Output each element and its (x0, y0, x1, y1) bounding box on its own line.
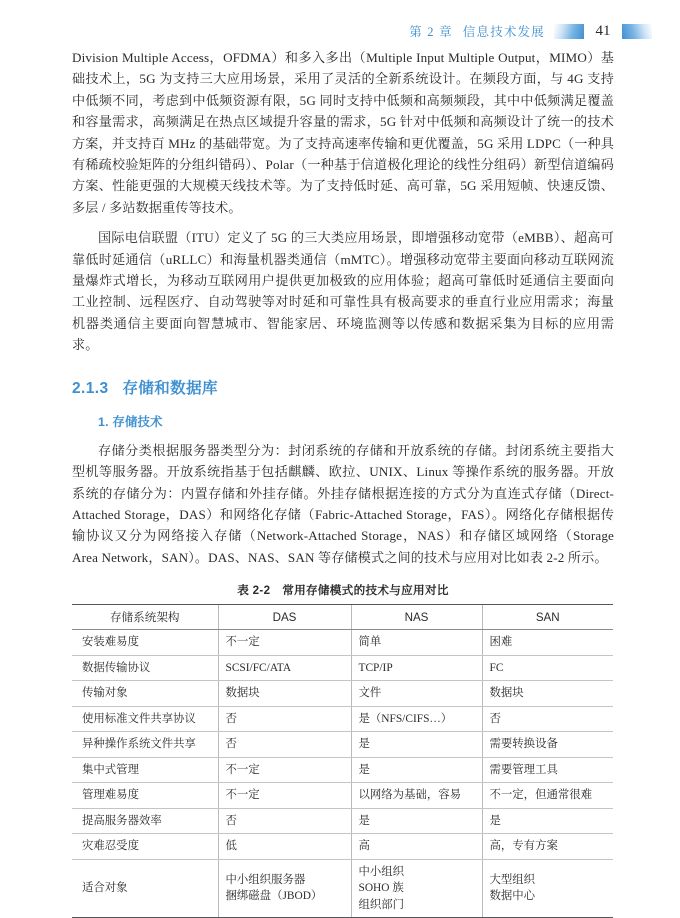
table-cell-line: 大型组织 (489, 873, 536, 886)
table-cell-line: 中小组织服务器 (225, 873, 306, 886)
table-cell-line: 提高服务器效率 (82, 814, 162, 827)
table-cell-line: 不一定 (225, 763, 260, 776)
table-cell-nas (351, 681, 482, 707)
table-cell-line: TCP/IP (358, 661, 393, 674)
table-cell-line: 以网络为基础，容易 (358, 789, 462, 802)
table-body (72, 630, 613, 918)
table-cell-san (482, 757, 613, 783)
paragraph-storage-classification: 存储分类根据服务器类型分为：封闭系统的存储和开放系统的存储。封闭系统主要指大型机等服务器。开放系统指基于包括麒麟、欧拉、UNIX、Linux 等操作系统的服务器。开放系统的存储分为：内置存储和外挂存储。外挂存储根据连接的方式分为直连式存储（Direct-Attached Storage，DAS）和网络化存储（Fabric-Attached Storage，FAS）。网络化存储根据传输协议又分为网络接入存储（Network-Attached Storage，NAS）和存储区域网络（Storage Area Network，SAN）。DAS、NAS、SAN 等存储模式之间的技术与应用对比如表 2-2 所示。 (72, 442, 614, 565)
table-cell-label (72, 859, 218, 918)
table-cell-line: 数据中心 (489, 890, 536, 903)
table-cell-nas (351, 783, 482, 809)
header-title-label: 信息技术发展 (462, 25, 545, 39)
table-cell-das (218, 655, 351, 681)
table-cell-line: 集中式管理 (82, 763, 139, 776)
table-header (72, 605, 613, 630)
paragraph-itu-scenarios: 国际电信联盟（ITU）定义了 5G 的三大类应用场景，即增强移动宽带（eMBB）、超高可靠低时延通信（uRLLC）和海量机器类通信（mMTC）。增强移动宽带主要面向移动互联网流量爆炸式增长，为移动互联网用户提供更加极致的应用体验；超高可靠低时延通信主要面向工业控制、远程医疗、自动驾驶等对时延和可靠性具有极高要求的垂直行业应用需求；海量机器类通信主要面向智慧城市、智能家居、环境监测等以传感和数据采集为目标的应用需求。 (72, 230, 614, 353)
table-cell-line: 不一定 (225, 636, 260, 649)
page-content (72, 47, 614, 918)
column-header-das: DAS (218, 605, 351, 630)
table-cell-line: 否 (225, 814, 237, 827)
table-cell-line: 简单 (358, 636, 382, 649)
table-cell-line: 否 (489, 712, 501, 725)
paragraph-spacer (72, 218, 614, 227)
table-row (72, 681, 613, 707)
table-cell-line: 适合对象 (82, 882, 128, 895)
table-cell-line: 是 (358, 763, 370, 776)
table-cell-san (482, 655, 613, 681)
table-cell-line: 异种操作系统文件共享 (82, 738, 196, 751)
table-cell-label (72, 783, 218, 809)
table-cell-line: 管理难易度 (82, 789, 139, 802)
table-row (72, 732, 613, 758)
table-cell-san (482, 859, 613, 918)
table-cell-nas (351, 834, 482, 860)
table-cell-nas (351, 732, 482, 758)
table-cell-line: SOHO 族 (358, 882, 404, 895)
table-cell-label (72, 681, 218, 707)
table-cell-san (482, 681, 613, 707)
table-cell-san (482, 706, 613, 732)
table-cell-das (218, 834, 351, 860)
table-cell-line: 是 (358, 814, 370, 827)
paragraph-5g-technology: Division Multiple Access，OFDMA）和多入多出（Multiple Input Multiple Output，MIMO）基础技术上，5G 为支持三大应用场景，采用了灵活的全新系统设计。在频段方面，与 4G 支持中低频不同，考虑到中低频资源有限，5G 同时支持中低频和高频频段，其中中低频满足覆盖和容量需求，高频满足在热点区域提升容量的需求，5G 针对中低频和高频设计了统一的技术方案，并支持百 MHz 的基础带宽。为了支持高速率传输和更优覆盖，5G 采用 LDPC（一种具有稀疏校验矩阵的分组纠错码）、Polar（一种基于信道极化理论的线性分组码）新型信道编码方案、性能更强的大规模天线技术等。为了支持低时延、高可靠，5G 采用短帧、快速反馈、多层 / 多站数据重传等技术。 (72, 50, 614, 215)
table-row (72, 834, 613, 860)
section-title: 存储和数据库 (122, 379, 218, 397)
table-cell-line: 安装难易度 (82, 636, 139, 649)
table-cell-nas (351, 706, 482, 732)
table-cell-line: 数据块 (225, 687, 260, 700)
table-row (72, 630, 613, 656)
section-heading-2-1-3 (72, 376, 614, 398)
table-row (72, 783, 613, 809)
table-cell-line: 捆绑磁盘（JBOD） (225, 890, 323, 903)
table-cell-line: 数据块 (489, 687, 524, 700)
table-cell-label (72, 706, 218, 732)
table-cell-line: 需要管理工具 (489, 763, 558, 776)
table-cell-line: 组织部门 (358, 898, 405, 911)
table-cell-line: 否 (225, 712, 237, 725)
table-cell-line: 高，专有方案 (489, 840, 558, 853)
table-cell-nas (351, 859, 482, 918)
table-cell-line: SCSI/FC/ATA (225, 661, 292, 674)
table-cell-line: 困难 (489, 636, 513, 649)
table-cell-line: 使用标准文件共享协议 (82, 712, 196, 725)
table-cell-line: 灾难忍受度 (82, 840, 139, 853)
table-cell-san (482, 783, 613, 809)
table-row (72, 706, 613, 732)
table-cell-line: 不一定，但通常很难 (489, 789, 593, 802)
table-cell-label (72, 834, 218, 860)
table-caption: 表 2-2 常用存储模式的技术与应用对比 (237, 584, 449, 598)
table-cell-line: 是 (358, 738, 370, 751)
table-cell-san (482, 630, 613, 656)
subsection-heading-storage-technology: 1. 存储技术 (98, 414, 163, 429)
table-cell-line: 否 (225, 738, 237, 751)
table-cell-nas (351, 808, 482, 834)
table-cell-san (482, 732, 613, 758)
table-cell-das (218, 706, 351, 732)
running-header (72, 18, 652, 44)
table-cell-line: 传输对象 (82, 687, 128, 700)
table-cell-label (72, 655, 218, 681)
table-cell-line: 文件 (358, 687, 382, 700)
header-chapter-label: 第 2 章 (409, 25, 453, 39)
table-cell-das (218, 630, 351, 656)
table-cell-line: 数据传输协议 (82, 661, 151, 674)
table-cell-nas (351, 630, 482, 656)
table-cell-line: 需要转换设备 (489, 738, 558, 751)
header-decoration-block-left (554, 24, 584, 39)
table-cell-das (218, 732, 351, 758)
table-cell-label (72, 808, 218, 834)
table-row (72, 757, 613, 783)
table-cell-label (72, 732, 218, 758)
column-header-architecture: 存储系统架构 (72, 605, 218, 630)
table-cell-line: 中小组织 (358, 865, 405, 878)
table-cell-line: 是 (489, 814, 501, 827)
table-cell-das (218, 757, 351, 783)
section-number: 2.1.3 (72, 379, 109, 397)
column-header-nas: NAS (351, 605, 482, 630)
table-cell-san (482, 834, 613, 860)
table-cell-nas (351, 655, 482, 681)
table-cell-line: FC (489, 661, 504, 674)
storage-comparison-table (72, 604, 613, 918)
table-cell-line: 低 (225, 840, 237, 853)
table-cell-san (482, 808, 613, 834)
table-row (72, 655, 613, 681)
header-decoration-block-right (622, 24, 652, 39)
table-row (72, 808, 613, 834)
table-row (72, 859, 613, 918)
table-cell-das (218, 808, 351, 834)
table-cell-line: 是（NFS/CIFS…） (358, 712, 453, 725)
table-cell-label (72, 757, 218, 783)
table-cell-das (218, 859, 351, 918)
table-cell-das (218, 783, 351, 809)
table-cell-line: 不一定 (225, 789, 260, 802)
page-number: 41 (595, 22, 611, 39)
table-cell-line: 高 (358, 840, 370, 853)
table-cell-nas (351, 757, 482, 783)
table-header-row (72, 605, 613, 630)
table-cell-label (72, 630, 218, 656)
column-header-san: SAN (482, 605, 613, 630)
table-cell-das (218, 681, 351, 707)
